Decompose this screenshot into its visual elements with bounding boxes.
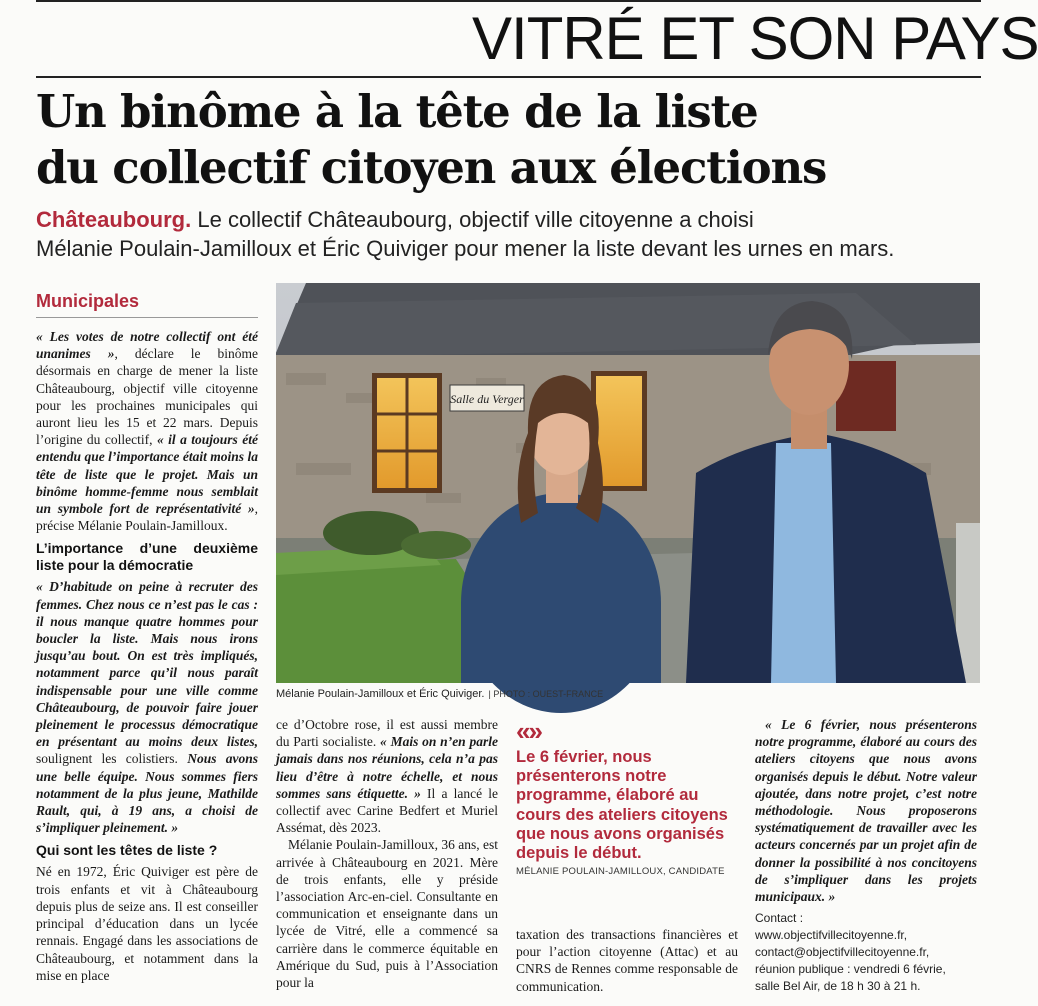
contact-meeting: réunion publique : vendredi 6 févrie,	[755, 962, 946, 976]
subheading: Qui sont les têtes de liste ?	[36, 842, 218, 859]
contact-email: contact@objectifvillecitoyenne.fr,	[755, 945, 930, 959]
section-rule	[36, 76, 981, 78]
paragraph: « D’habitude on peine à recruter des femmes. Chez nous ce n’est pas le cas : il nous manque quatre hommes pour boucler la liste. Mais nous irons jusqu’au bout. On est très impliqués, notamment parce qu’il nous paraît indispensable pour une ville comme Châteaubourg, de pouvoir faire jouer pleinement le processus démocratique en présentant au moins deux listes, soulignent les colistiers. Nous avons une belle équipe. Nous sommes fiers notamment de la plus jeune, Mathilde Rault, qui, à 19 ans, a choisi de s’impliquer pleinement. »	[36, 579, 258, 836]
contact-box	[755, 910, 977, 995]
paragraph: « Le 6 février, nous présenterons notre programme, élaboré au cours des ateliers citoyens que nous avons organisés depuis le début. Notre valeur ajoutée, dans notre projet, c’est notre méthodologie. Nous proposerons systématiquement de travailler avec les acteurs concernés par un projet afin de donner la possibilité à nos concitoyens de s’impliquer dans les projets municipaux. »	[755, 717, 977, 905]
contact-website: www.objectifvillecitoyenne.fr,	[755, 928, 908, 942]
standfirst-line-2: Mélanie Poulain-Jamilloux et Éric Quiviger pour mener la liste devant les urnes en mars.	[36, 236, 895, 261]
article-photo	[276, 283, 980, 683]
headline-line-1: Un binôme à la tête de la liste	[36, 85, 758, 138]
paragraph: Mélanie Poulain-Jamilloux, 36 ans, est arrivée à Châteaubourg en 2021. Mère de trois enfants, elle y préside l’association Arc-en-ciel. Consultante en communication et enseignante dans un lycée de Vitré, elle a commencé sa carrière dans le commerce équitable en Amérique du Sud, puis à l’Association pour la	[276, 837, 498, 991]
rubric-rule	[36, 317, 258, 318]
paragraph: Né en 1972, Éric Quiviger est père de trois enfants et vit à Châteaubourg depuis plus de seize ans. Il est conseiller principal d’éducation dans un lycée rennais. Engagé dans les associations de Châteaubourg, et notamment dans la mise en place	[36, 864, 258, 983]
photo-illustration	[276, 283, 980, 683]
article-column-3	[516, 926, 738, 1006]
paragraph: ce d’Octobre rose, il est aussi membre du Parti socialiste. « Mais on n’en parle jamais dans nos réunions, cela n’a pas lieu d’être à notre échelle, et nous sommes sans étiquette. » Il a lancé le collectif avec Carine Bedfert et Muriel Assémat, dès 2023.	[276, 717, 498, 836]
building-sign: Salle du Verger	[450, 392, 524, 406]
pullquote-attribution: MÉLANIE POULAIN-JAMILLOUX, CANDIDATE	[516, 866, 725, 877]
rubric-label: Municipales	[36, 291, 140, 311]
article-column-1	[36, 328, 258, 1004]
paragraph: « Les votes de notre collectif ont été unanimes », déclare le binôme désormais en charge de mener la liste Châteaubourg, objectif ville citoyenne pour les prochaines municipales qui auront lieu les 15 et 22 mars. Depuis l’origine du collectif, « il a toujours été entendu que l’importance était moins la tête de liste que le projet. Mais un binôme homme-femme nous semblait un symbole fort de représentativité », précise Mélanie Poulain-Jamilloux.	[36, 329, 258, 534]
headline-line-2: du collectif citoyen aux élections	[36, 141, 827, 194]
photo-caption	[276, 688, 980, 700]
section-title: VITRÉ ET SON PAYS	[472, 5, 1038, 72]
caption-text: Mélanie Poulain-Jamilloux et Éric Quiviger.	[276, 688, 485, 700]
dateline-city: Châteaubourg.	[36, 207, 192, 232]
paragraph: taxation des transactions financières et pour l’action citoyenne (Attac) et au CNRS de Rennes comme responsable de communication.	[516, 927, 738, 994]
article-column-4	[755, 716, 977, 916]
contact-place: salle Bel Air, de 18 h 30 à 21 h.	[755, 979, 921, 993]
subheading: L’importance d’une deuxième liste pour la démocratie	[36, 540, 258, 574]
pullquote-mark: «»	[516, 716, 541, 746]
standfirst-line-1: Le collectif Châteaubourg, objectif ville citoyenne a choisi	[197, 207, 754, 232]
photo-credit: | PHOTO : OUEST-FRANCE	[488, 689, 604, 699]
standfirst	[36, 205, 981, 263]
article-column-2	[276, 716, 498, 1006]
headline	[36, 84, 966, 196]
pullquote-text: Le 6 février, nous présenterons notre programme, élaboré au cours des ateliers citoyens que nous avons organisés depuis le début.	[516, 748, 728, 863]
contact-label: Contact :	[755, 911, 804, 925]
